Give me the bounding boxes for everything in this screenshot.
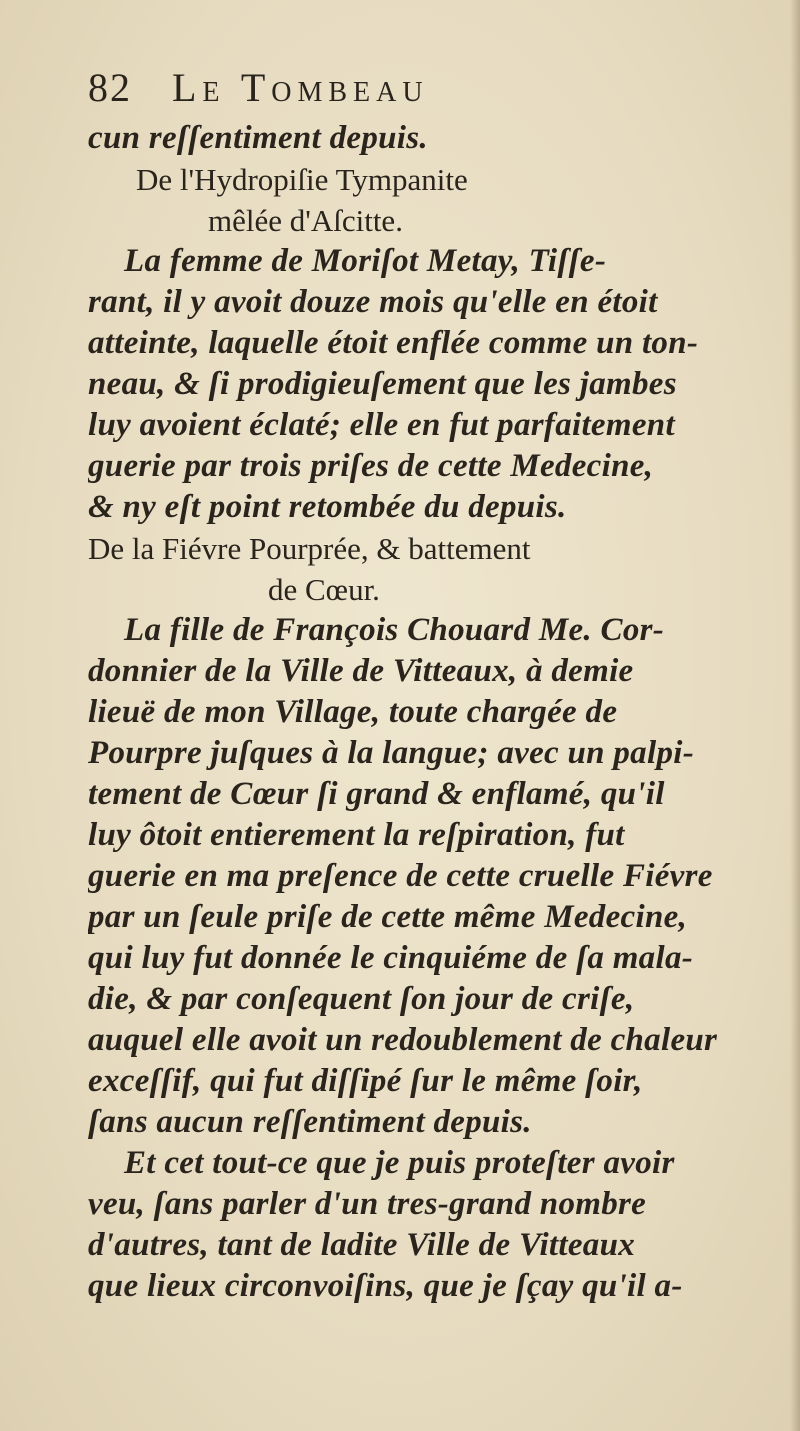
text-line: Et cet tout-ce que je puis proteſter avoir [124,1145,675,1181]
text-line: auquel elle avoit un redoublement de chaleur [88,1022,718,1058]
text-line: rant, il y avoit douze mois qu'elle en étoit [88,284,658,320]
text-line: que lieux circonvoiſins, que je ſçay qu'il a- [88,1268,683,1304]
text-line: tement de Cœur ſi grand & enflamé, qu'il [88,776,665,812]
page-number: 82 [88,65,132,110]
section-heading: mêlée d'Aſcitte. [208,203,403,238]
page-edge-shadow [790,0,800,1431]
text-line: qui luy fut donnée le cinquiéme de ſa mala- [88,940,694,976]
text-line: luy ôtoit entierement la reſpiration, fut [88,817,625,853]
text-line: neau, & ſi prodigieuſement que les jambes [88,366,677,402]
text-line: veu, ſans parler d'un tres-grand nombre [88,1186,647,1222]
text-line: cun reſſentiment depuis. [88,120,428,156]
text-line: atteinte, laquelle étoit enflée comme un ton- [88,325,699,361]
section-heading: De la Fiévre Pourprée, & battement [88,531,531,566]
text-line: donnier de la Ville de Vitteaux, à demie [88,653,634,689]
text-line: luy avoient éclaté; elle en fut parfaitement [88,407,675,443]
section-heading: de Cœur. [268,572,380,607]
text-line: guerie par trois priſes de cette Medecine, [88,448,654,484]
text-line: d'autres, tant de ladite Ville de Vitteaux [88,1227,636,1263]
page-text [88,58,778,1307]
text-line: lieuë de mon Village, toute chargée de [88,694,618,730]
text-line: par un ſeule priſe de cette même Medecine, [88,899,688,935]
running-head [88,58,778,118]
text-line: ſans aucun reſſentiment depuis. [88,1104,532,1140]
text-line: & ny eſt point retombée du depuis. [88,489,567,525]
text-line: Pourpre juſques à la langue; avec un palpi- [88,735,694,771]
text-line: die, & par conſequent ſon jour de criſe, [88,981,635,1017]
text-line: La fille de François Chouard Me. Cor- [124,612,665,648]
text-line: La femme de Moriſot Metay, Tiſſe- [124,243,607,279]
text-line: guerie en ma preſence de cette cruelle Fiévre [88,858,713,894]
text-line: exceſſif, qui fut diſſipé ſur le même ſoir, [88,1063,643,1099]
section-heading: De l'Hydropiſie Tympanite [136,162,468,197]
running-title: Le Tombeau [172,65,429,110]
